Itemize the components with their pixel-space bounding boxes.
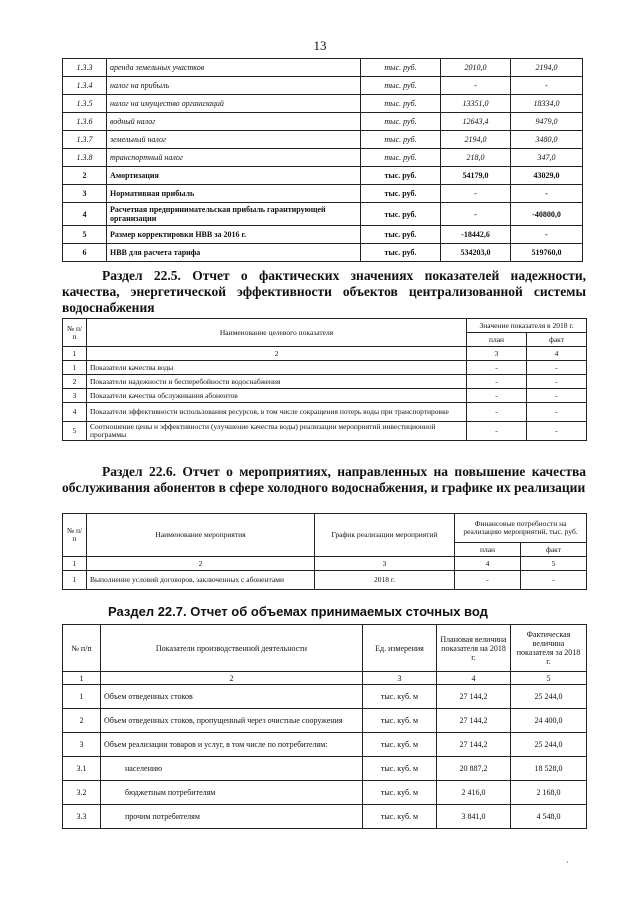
table-row — [63, 59, 583, 77]
table-row — [63, 77, 583, 95]
table-row — [63, 95, 583, 113]
row-name: транспортный налог — [107, 149, 361, 167]
row-fact-value: - — [527, 375, 587, 389]
row-number: 1 — [63, 571, 87, 590]
row-unit: тыс. руб. — [361, 203, 441, 226]
row-number: 2 — [63, 167, 107, 185]
row-name: Показатели качества воды — [87, 361, 467, 375]
row-fact-value: - — [521, 571, 587, 590]
row-number: 1.3.8 — [63, 149, 107, 167]
table-row — [63, 757, 587, 781]
header-fact: Фактическая величина показателя за 2018 г. — [511, 625, 587, 672]
row-unit: тыс. куб. м — [363, 685, 437, 709]
row-plan-value: -18442,6 — [441, 226, 511, 244]
row-name: Показатели надежности и бесперебойности водоснабжения — [87, 375, 467, 389]
row-number: 3 — [63, 185, 107, 203]
row-name: Соотношение цены и эффективности (улучшение качества воды) реализации мероприятий инвестиционной программы — [87, 422, 467, 441]
column-index: 4 — [527, 347, 587, 361]
row-name: Объем отведенных стоков — [101, 685, 363, 709]
row-fact-value: - — [511, 185, 583, 203]
row-plan-value: - — [441, 77, 511, 95]
row-unit: тыс. руб. — [361, 95, 441, 113]
row-number: 3.3 — [63, 805, 101, 829]
row-unit: тыс. руб. — [361, 77, 441, 95]
table-row — [63, 422, 587, 441]
row-number: 1 — [63, 685, 101, 709]
row-name: водный налог — [107, 113, 361, 131]
row-name: бюджетным потребителям — [101, 781, 363, 805]
row-plan-value: 3 841,0 — [437, 805, 511, 829]
row-name: Нормативная прибыль — [107, 185, 361, 203]
row-unit: тыс. куб. м — [363, 757, 437, 781]
row-fact-value: 3480,0 — [511, 131, 583, 149]
row-plan-value: 12643,4 — [441, 113, 511, 131]
page-mark: · — [566, 858, 569, 867]
column-index: 4 — [455, 557, 521, 571]
row-name: НВВ для расчета тарифа — [107, 244, 361, 262]
header-indicator-name: Наименование целевого показателя — [87, 319, 467, 347]
header-fact: факт — [527, 333, 587, 347]
row-number: 1.3.7 — [63, 131, 107, 149]
header-measure-name: Наименование мероприятия — [87, 514, 315, 557]
column-index: 3 — [315, 557, 455, 571]
row-fact-value: 519760,0 — [511, 244, 583, 262]
row-fact-value: - — [527, 389, 587, 403]
row-number: 1.3.5 — [63, 95, 107, 113]
row-number: 1 — [63, 361, 87, 375]
service-measures-table — [62, 513, 587, 590]
column-index: 2 — [101, 672, 363, 685]
section-22-7-title: Раздел 22.7. Отчет об объемах принимаемых сточных вод — [108, 604, 488, 619]
section-22-6-title: Раздел 22.6. Отчет о мероприятиях, направленных на повышение качества обслуживания абонентов в сфере холодного водоснабжения, и графике их реализации — [62, 464, 586, 495]
row-plan-value: 218,0 — [441, 149, 511, 167]
row-name: Выполнение условий договоров, заключенных с абонентами — [87, 571, 315, 590]
table-row — [63, 685, 587, 709]
row-name: земельный налог — [107, 131, 361, 149]
row-unit: тыс. куб. м — [363, 733, 437, 757]
table-row — [63, 389, 587, 403]
table-row — [63, 149, 583, 167]
row-number: 5 — [63, 422, 87, 441]
column-index: 4 — [437, 672, 511, 685]
row-fact-value: 43029,0 — [511, 167, 583, 185]
section-22-5-title: Раздел 22.5. Отчет о фактических значениях показателей надежности, качества, энергетической эффективности объектов централизованной системы водоснабжения — [62, 268, 586, 315]
row-plan-value: - — [467, 375, 527, 389]
column-index: 3 — [467, 347, 527, 361]
column-index: 5 — [521, 557, 587, 571]
row-number: 1.3.4 — [63, 77, 107, 95]
header-value: Значение показателя в 2018 г. — [467, 319, 587, 333]
row-unit: тыс. руб. — [361, 226, 441, 244]
row-fact-value: 18334,0 — [511, 95, 583, 113]
row-plan-value: - — [455, 571, 521, 590]
row-name: Показатели эффективности использования ресурсов, в том числе сокращения потерь воды при транспортировке — [87, 403, 467, 422]
row-unit: тыс. куб. м — [363, 709, 437, 733]
row-number: 2 — [63, 375, 87, 389]
row-plan-value: - — [467, 361, 527, 375]
row-fact-value: 25 244,0 — [511, 685, 587, 709]
row-name: Объем реализации товаров и услуг, в том числе по потребителям: — [101, 733, 363, 757]
header-finance: Финансовые потребности на реализацию мероприятий, тыс. руб. — [455, 514, 587, 543]
row-fact-value: 24 400,0 — [511, 709, 587, 733]
row-fact-value: 347,0 — [511, 149, 583, 167]
row-fact-value: - — [511, 77, 583, 95]
row-name: Объем отведенных стоков, пропущенный через очистные сооружения — [101, 709, 363, 733]
row-plan-value: 534203,0 — [441, 244, 511, 262]
header-plan: план — [467, 333, 527, 347]
row-number: 2 — [63, 709, 101, 733]
row-name: Показатели качества обслуживания абонентов — [87, 389, 467, 403]
row-plan-value: 54179,0 — [441, 167, 511, 185]
row-plan-value: 2 416,0 — [437, 781, 511, 805]
table-row — [63, 244, 583, 262]
table-row — [63, 113, 583, 131]
reliability-indicators-table — [62, 318, 587, 441]
header-indicator-name: Показатели производственной деятельности — [101, 625, 363, 672]
row-name: прочим потребителям — [101, 805, 363, 829]
header-schedule: График реализации мероприятий — [315, 514, 455, 557]
column-index: 1 — [63, 672, 101, 685]
column-index: 2 — [87, 347, 467, 361]
header-plan: Плановая величина показателя на 2018 г. — [437, 625, 511, 672]
header-fact: факт — [521, 543, 587, 557]
row-name: Амортизация — [107, 167, 361, 185]
column-index: 2 — [87, 557, 315, 571]
row-unit: тыс. руб. — [361, 59, 441, 77]
row-fact-value: 2194,0 — [511, 59, 583, 77]
table-row — [63, 167, 583, 185]
table-row — [63, 203, 583, 226]
row-number: 3 — [63, 733, 101, 757]
row-fact-value: - — [511, 226, 583, 244]
header-num: № п/п — [63, 625, 101, 672]
table-row — [63, 185, 583, 203]
row-name: налог на прибыль — [107, 77, 361, 95]
cost-table — [62, 58, 583, 262]
row-plan-value: - — [441, 185, 511, 203]
header-unit: Ед. измерения — [363, 625, 437, 672]
table-row — [63, 805, 587, 829]
column-index: 1 — [63, 557, 87, 571]
row-plan-value: 13351,0 — [441, 95, 511, 113]
table-row — [63, 733, 587, 757]
row-fact-value: 18 528,0 — [511, 757, 587, 781]
row-unit: тыс. руб. — [361, 167, 441, 185]
row-fact-value: -40800,0 — [511, 203, 583, 226]
row-fact-value: 2 168,0 — [511, 781, 587, 805]
row-fact-value: - — [527, 422, 587, 441]
row-plan-value: 20 887,2 — [437, 757, 511, 781]
row-plan-value: - — [467, 422, 527, 441]
row-plan-value: - — [467, 389, 527, 403]
row-unit: тыс. руб. — [361, 131, 441, 149]
column-index: 3 — [363, 672, 437, 685]
header-num: № п/п — [63, 514, 87, 557]
row-number: 3.2 — [63, 781, 101, 805]
row-number: 3 — [63, 389, 87, 403]
row-name: Размер корректировки НВВ за 2016 г. — [107, 226, 361, 244]
table-row — [63, 131, 583, 149]
table-row — [63, 361, 587, 375]
row-unit: тыс. руб. — [361, 113, 441, 131]
row-fact-value: - — [527, 361, 587, 375]
row-plan-value: 27 144,2 — [437, 709, 511, 733]
header-plan: план — [455, 543, 521, 557]
row-number: 1.3.3 — [63, 59, 107, 77]
row-name: населению — [101, 757, 363, 781]
row-number: 5 — [63, 226, 107, 244]
row-fact-value: 4 548,0 — [511, 805, 587, 829]
row-fact-value: 25 244,0 — [511, 733, 587, 757]
row-unit: тыс. руб. — [361, 244, 441, 262]
row-number: 1.3.6 — [63, 113, 107, 131]
row-plan-value: - — [441, 203, 511, 226]
row-plan-value: - — [467, 403, 527, 422]
row-unit: тыс. руб. — [361, 185, 441, 203]
page-number: 13 — [313, 38, 327, 53]
header-num: № п/п — [63, 319, 87, 347]
column-index: 1 — [63, 347, 87, 361]
row-number: 4 — [63, 403, 87, 422]
row-schedule: 2018 г. — [315, 571, 455, 590]
column-index: 5 — [511, 672, 587, 685]
table-row — [63, 226, 583, 244]
row-name: налог на имущество организаций — [107, 95, 361, 113]
row-fact-value: 9479,0 — [511, 113, 583, 131]
row-plan-value: 2010,0 — [441, 59, 511, 77]
row-unit: тыс. куб. м — [363, 805, 437, 829]
wastewater-volume-table — [62, 624, 587, 829]
table-row — [63, 781, 587, 805]
row-fact-value: - — [527, 403, 587, 422]
row-number: 3.1 — [63, 757, 101, 781]
row-plan-value: 27 144,2 — [437, 685, 511, 709]
table-row — [63, 709, 587, 733]
row-name: аренда земельных участков — [107, 59, 361, 77]
row-name: Расчетная предпринимательская прибыль гарантирующей организации — [107, 203, 361, 226]
table-row — [63, 403, 587, 422]
row-number: 6 — [63, 244, 107, 262]
table-row — [63, 571, 587, 590]
row-plan-value: 27 144,2 — [437, 733, 511, 757]
row-plan-value: 2194,0 — [441, 131, 511, 149]
table-row — [63, 375, 587, 389]
row-unit: тыс. руб. — [361, 149, 441, 167]
row-unit: тыс. куб. м — [363, 781, 437, 805]
row-number: 4 — [63, 203, 107, 226]
